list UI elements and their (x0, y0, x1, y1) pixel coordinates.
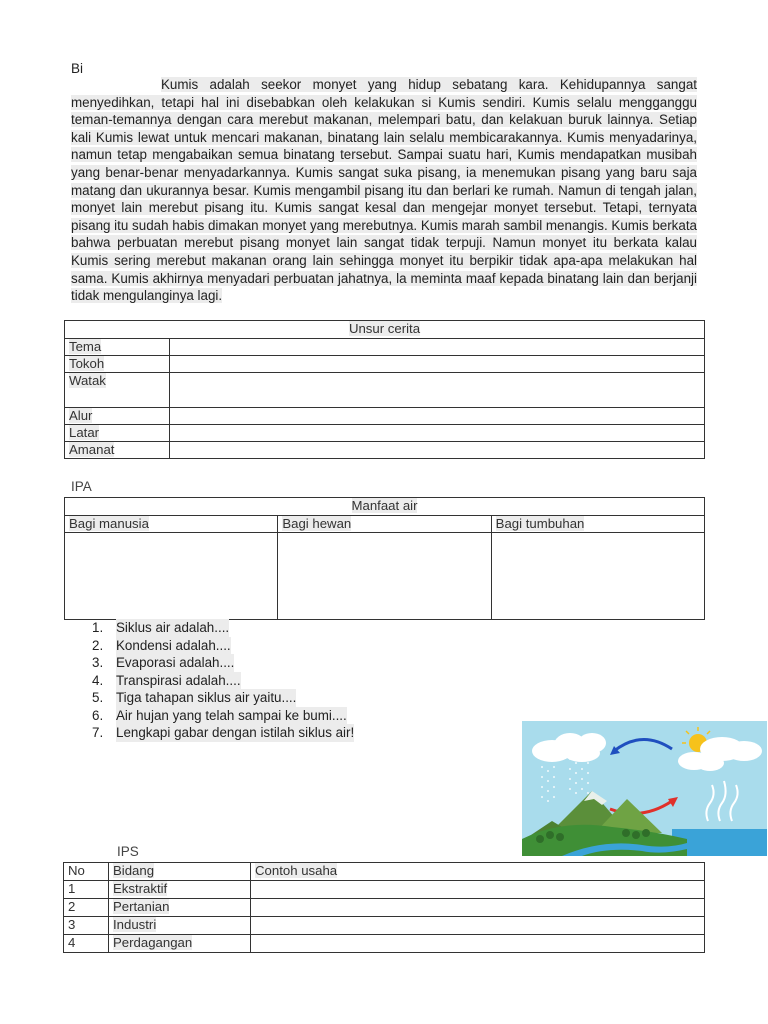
answer-cell-tumbuhan[interactable] (491, 533, 704, 620)
story-text: Kumis adalah seekor monyet yang hidup sebatang kara. Kehidupannya sangat menyedihkan, tetapi hal ini disebabkan oleh kelakukan si Kumis sendiri. Kumis selalu mengganggu teman-temannya dengan cara merebut makanan, melempari batu, dan kelakuan buruk lainnya. Setiap kali Kumis lewat untuk mencari makanan, binatang lain selalu membicarakannya. Kumis menyadarinya, namun tetap mengabaikan semua binatang tersebut. Sampai suatu hari, Kumis mendapatkan musibah yang benar-benar menyadarkannya. Kumis sangat suka pisang, ia menemukan pisang yang baru saja matang dan ukurannya besar. Kumis mengambil pisang itu dan berlari ke rumah. Namun di tengah jalan, monyet lain merebut pisang itu. Kumis sangat kesal dan mengejar monyet tersebut. Tetapi, ternyata pisang itu sudah habis dimakan monyet yang merebutnya. Kumis marah sambil menangis. Kumis berkata bahwa perbuatan merebut pisang monyet lain sangat tidak terpuji. Namun monyet itu berkata kalau Kumis sering merebut makanan orang lain sehingga monyet itu berpikir tidak apa-apa melakukan hal sama. Kumis akhirnya menyadari perbuatan jahatnya, la meminta maaf kepada binatang lain dan berjanji tidak mengulanginya lagi. (71, 77, 697, 304)
question-list (92, 619, 354, 742)
list-item: 4. Transpirasi adalah.... (92, 672, 241, 688)
row-label-tokoh: Tokoh (65, 356, 170, 373)
unsur-cerita-title: Unsur cerita (65, 321, 705, 339)
list-item: 7. Lengkapi gabar dengan istilah siklus air! (92, 725, 355, 740)
table-row: 4 Perdagangan (64, 935, 705, 953)
list-item: 2. Kondensi adalah.... (92, 637, 231, 653)
answer-cell-hewan[interactable] (278, 533, 491, 620)
row-label-latar: Latar (65, 425, 170, 442)
answer-cell-amanat[interactable] (170, 442, 705, 459)
answer-cell-watak[interactable] (170, 373, 705, 408)
column-header-no: No (64, 863, 109, 881)
contoh-usaha-table (63, 862, 705, 953)
water-cycle-illustration (522, 721, 767, 856)
answer-cell-usaha[interactable] (251, 935, 705, 953)
list-item: 5. Tiga tahapan siklus air yaitu.... (92, 690, 297, 705)
answer-cell-usaha[interactable] (251, 899, 705, 917)
manfaat-air-table (64, 497, 705, 620)
answer-cell-manusia[interactable] (65, 533, 278, 620)
answer-cell-usaha[interactable] (251, 881, 705, 899)
subject-title-ipa: IPA (71, 479, 92, 494)
row-label-watak: Watak (65, 373, 170, 408)
table-row: 1 Ekstraktif (64, 881, 705, 899)
answer-cell-tema[interactable] (170, 339, 705, 356)
answer-cell-latar[interactable] (170, 425, 705, 442)
list-item: 6. Air hujan yang telah sampai ke bumi.... (92, 707, 347, 723)
row-label-alur: Alur (65, 408, 170, 425)
column-header-contoh-usaha: Contoh usaha (251, 863, 705, 881)
answer-cell-usaha[interactable] (251, 917, 705, 935)
unsur-cerita-table (64, 320, 705, 459)
subject-title-bi: Bi (71, 61, 84, 76)
subject-title-ips: IPS (117, 844, 139, 859)
table-row: 3 Industri (64, 917, 705, 935)
list-item: 1. Siklus air adalah.... (92, 620, 230, 635)
row-label-tema: Tema (65, 339, 170, 356)
column-header-bidang: Bidang (109, 863, 251, 881)
row-label-amanat: Amanat (65, 442, 170, 459)
answer-cell-alur[interactable] (170, 408, 705, 425)
answer-cell-tokoh[interactable] (170, 356, 705, 373)
column-header-hewan: Bagi hewan (278, 516, 491, 533)
column-header-manusia: Bagi manusia (65, 516, 278, 533)
manfaat-air-title: Manfaat air (65, 498, 705, 516)
story-paragraph (71, 76, 697, 305)
column-header-tumbuhan: Bagi tumbuhan (491, 516, 704, 533)
list-item: 3. Evaporasi adalah.... (92, 655, 235, 670)
table-row: 2 Pertanian (64, 899, 705, 917)
